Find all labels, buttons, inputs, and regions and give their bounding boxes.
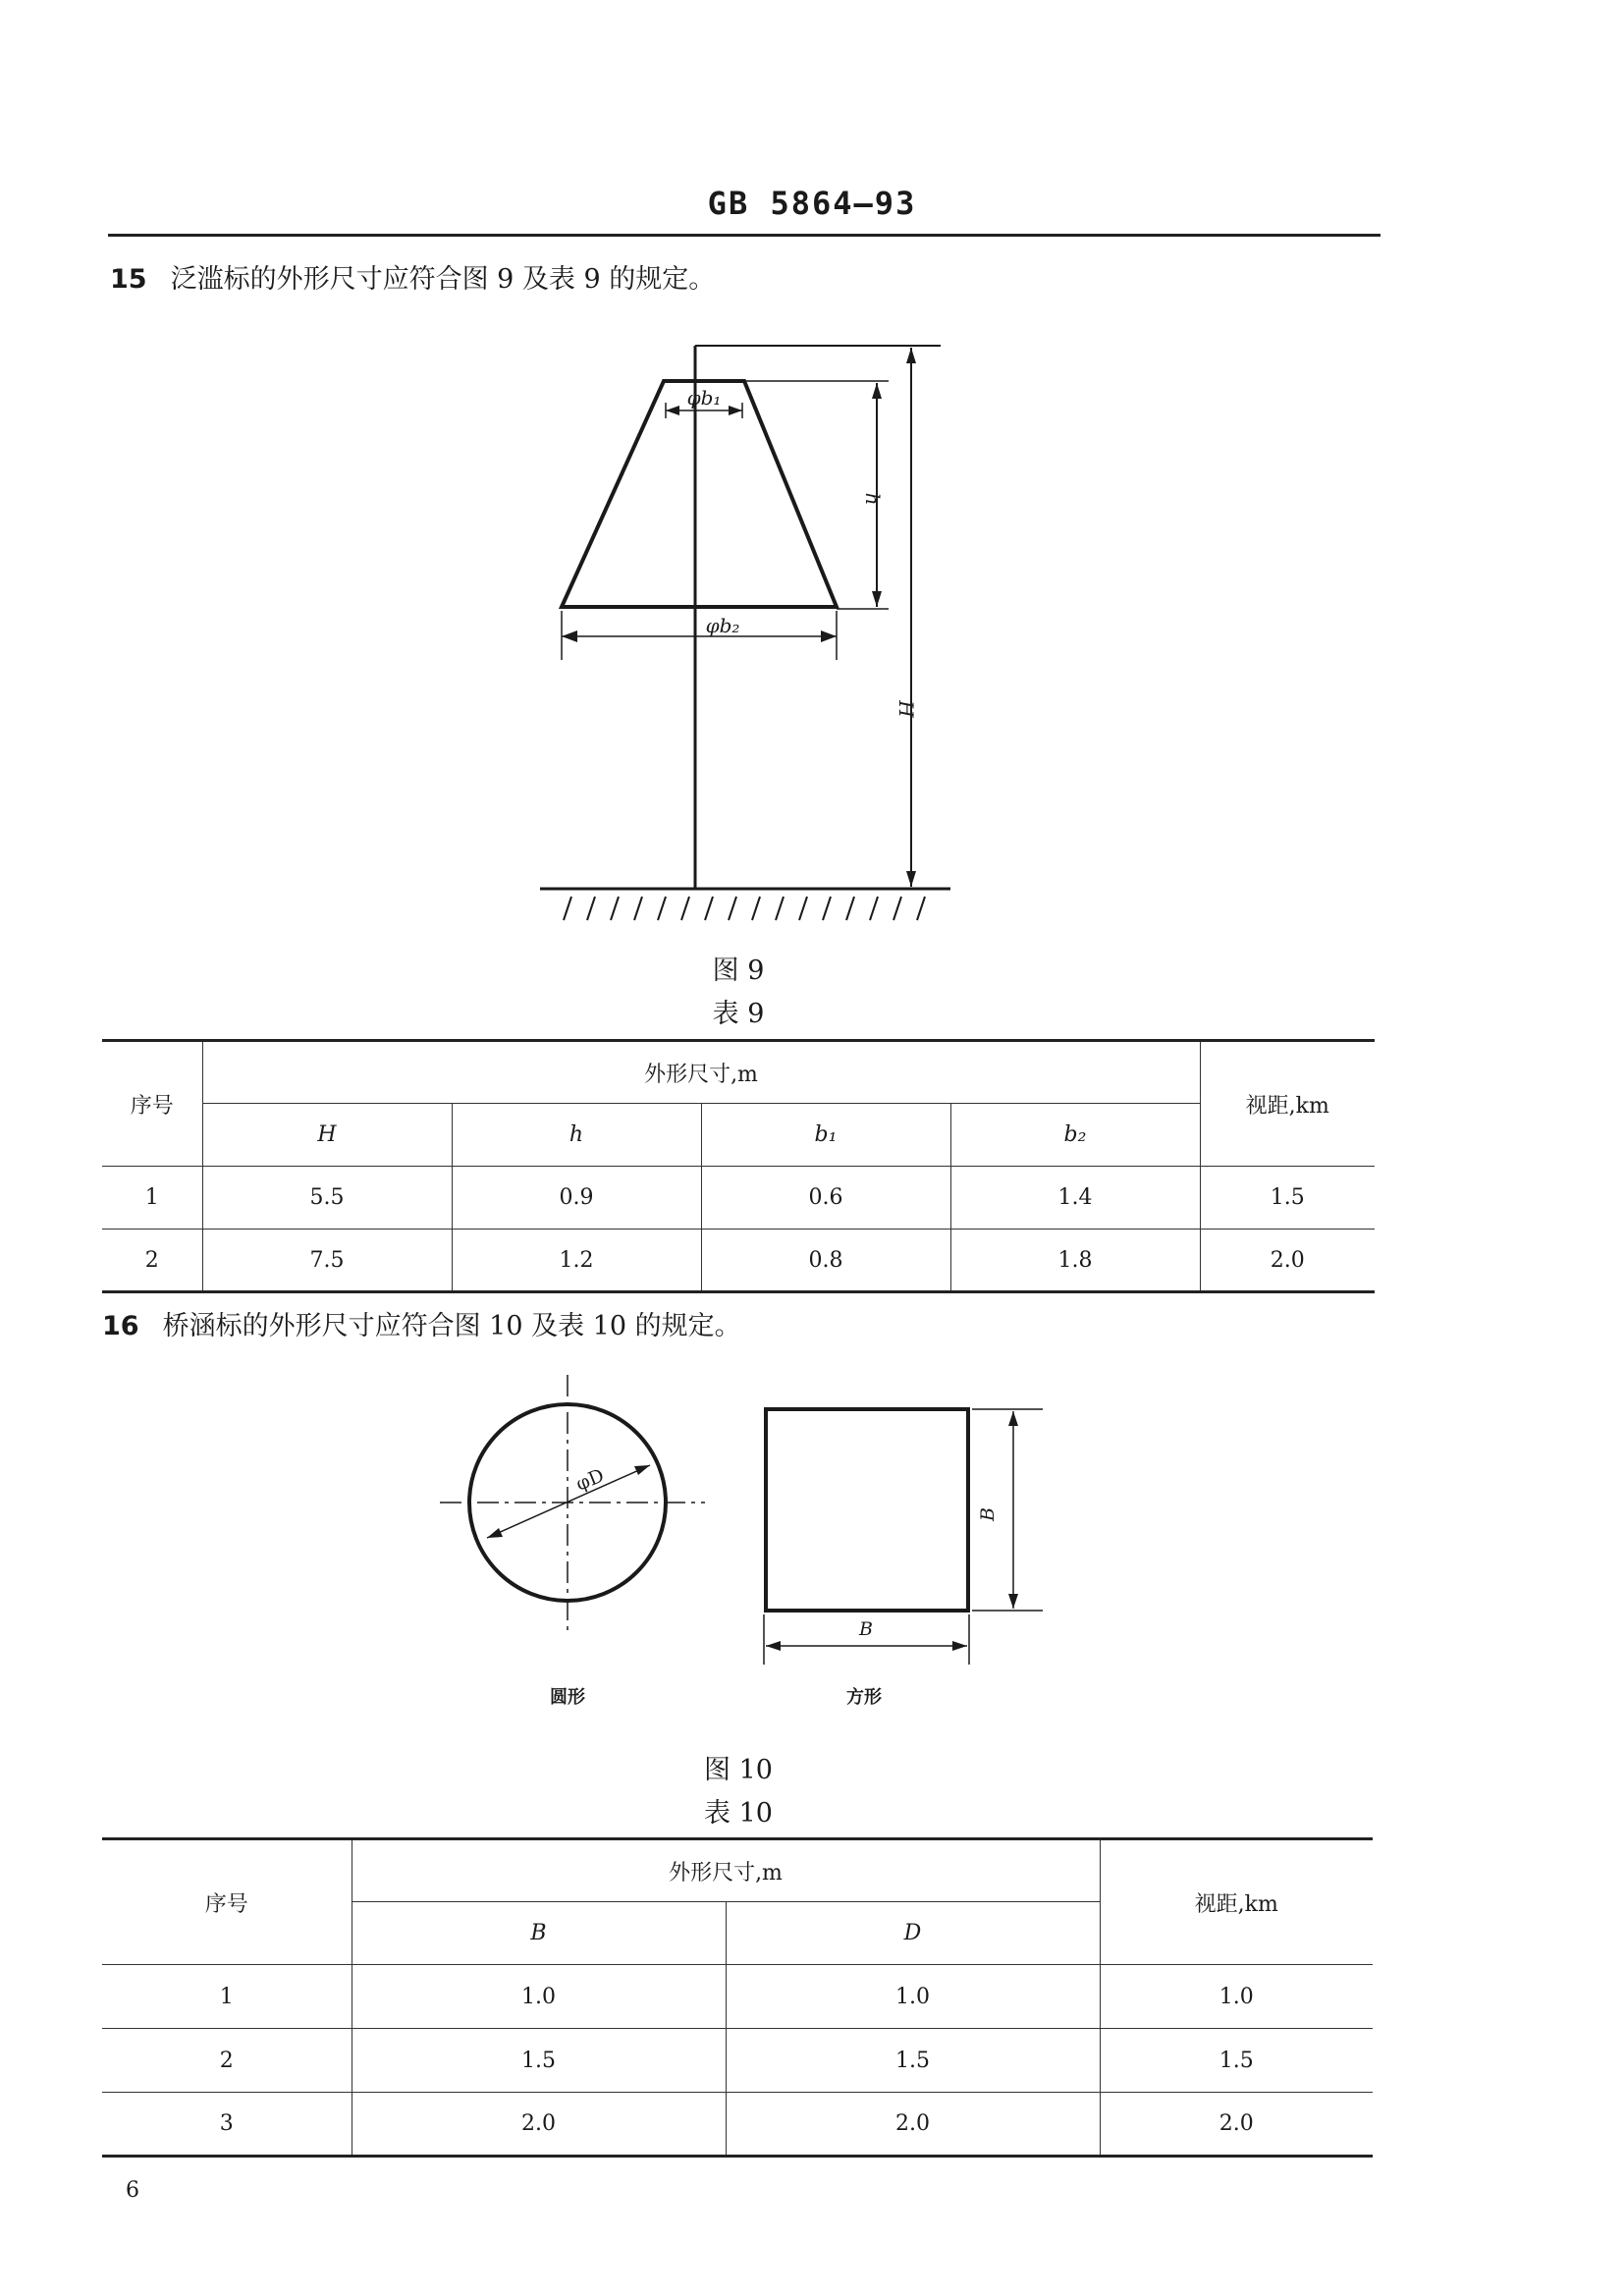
table-cell: 1.4 xyxy=(950,1167,1200,1230)
section-15-number: 15 xyxy=(110,264,147,295)
b1-label: φb₁ xyxy=(686,386,722,410)
table-9-col-b2: b₂ xyxy=(950,1104,1200,1167)
square-mark xyxy=(766,1409,968,1611)
table-row xyxy=(102,1230,1375,1292)
table-row xyxy=(102,2029,1373,2093)
table-cell: 1.0 xyxy=(726,1965,1100,2029)
cone-shape xyxy=(562,381,837,607)
table-cell: 2.0 xyxy=(1100,2093,1373,2157)
table-cell: 1.0 xyxy=(352,1965,726,2029)
table-row xyxy=(102,1965,1373,2029)
circle-caption: 圆形 xyxy=(550,1687,585,1708)
figure-10-diagram xyxy=(432,1365,1060,1719)
b2-label: φb₂ xyxy=(705,614,740,637)
table-9-header-range: 视距,km xyxy=(1200,1041,1375,1167)
H-label: H xyxy=(894,700,918,718)
section-16-number: 16 xyxy=(102,1311,139,1341)
square-height-label: B xyxy=(977,1507,999,1521)
table-cell: 1 xyxy=(102,1965,352,2029)
table-10-header-seq: 序号 xyxy=(102,1839,352,1965)
table-9-col-b1: b₁ xyxy=(701,1104,950,1167)
header-rule xyxy=(108,234,1380,237)
figure-9-caption: 图 9 xyxy=(712,956,765,986)
table-cell: 2.0 xyxy=(352,2093,726,2157)
square-width-label: B xyxy=(859,1618,873,1640)
table-10-col-B: B xyxy=(352,1902,726,1965)
table-10-col-D: D xyxy=(726,1902,1100,1965)
table-cell: 3 xyxy=(102,2093,352,2157)
table-cell: 1.2 xyxy=(452,1230,701,1292)
section-16-text: 桥涵标的外形尺寸应符合图 10 及表 10 的规定。 xyxy=(162,1311,741,1341)
document-code: GB 5864—93 xyxy=(707,185,917,222)
table-cell: 5.5 xyxy=(202,1167,452,1230)
table-cell: 1.0 xyxy=(1100,1965,1373,2029)
section-15-paragraph xyxy=(110,257,715,296)
table-cell: 7.5 xyxy=(202,1230,452,1292)
table-10-caption: 表 10 xyxy=(704,1798,773,1829)
table-cell: 1.8 xyxy=(950,1230,1200,1292)
table-cell: 2 xyxy=(102,2029,352,2093)
square-caption: 方形 xyxy=(846,1687,882,1708)
table-cell: 0.6 xyxy=(701,1167,950,1230)
table-cell: 1.5 xyxy=(352,2029,726,2093)
table-cell: 0.9 xyxy=(452,1167,701,1230)
diameter-line xyxy=(487,1465,650,1538)
table-cell: 1.5 xyxy=(726,2029,1100,2093)
diameter-label: φD xyxy=(572,1464,608,1496)
table-cell: 1 xyxy=(102,1167,202,1230)
table-10-header-dims: 外形尺寸,m xyxy=(352,1839,1100,1902)
page-number: 6 xyxy=(126,2178,139,2203)
table-cell: 0.8 xyxy=(701,1230,950,1292)
table-cell: 2.0 xyxy=(726,2093,1100,2157)
table-9-col-H: H xyxy=(202,1104,452,1167)
table-9 xyxy=(102,1039,1375,1293)
table-row xyxy=(102,1167,1375,1230)
table-9-header-seq: 序号 xyxy=(102,1041,202,1167)
table-9-col-h: h xyxy=(452,1104,701,1167)
table-cell: 2.0 xyxy=(1200,1230,1375,1292)
section-16-paragraph xyxy=(102,1304,741,1342)
table-cell: 1.5 xyxy=(1100,2029,1373,2093)
ground-hatching xyxy=(564,897,925,920)
table-10-header-range: 视距,km xyxy=(1100,1839,1373,1965)
table-9-caption: 表 9 xyxy=(712,999,765,1029)
table-cell: 1.5 xyxy=(1200,1167,1375,1230)
table-10 xyxy=(102,1837,1373,2158)
figure-10-caption: 图 10 xyxy=(704,1755,773,1785)
table-9-header-dims: 外形尺寸,m xyxy=(202,1041,1200,1104)
figure-9-diagram xyxy=(530,334,982,943)
table-cell: 2 xyxy=(102,1230,202,1292)
section-15-text: 泛滥标的外形尺寸应符合图 9 及表 9 的规定。 xyxy=(170,264,716,295)
h-label: h xyxy=(861,492,885,506)
table-row xyxy=(102,2093,1373,2157)
